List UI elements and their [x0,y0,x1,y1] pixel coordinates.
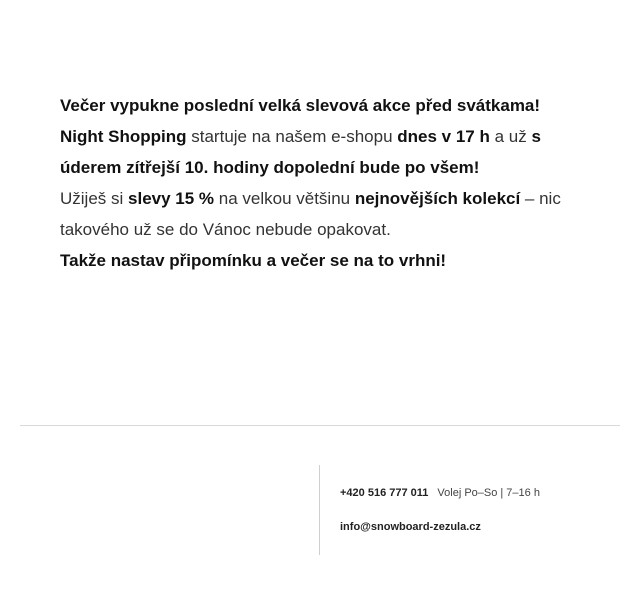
footer-divider [319,465,320,555]
collections: nejnovějších kolekcí [354,189,521,208]
discount-paragraph [60,183,600,245]
end-time: s úderem zítřejší 10. hodiny dopolední bude po všem! [60,127,541,177]
section-divider [20,425,620,426]
discount-text-1: Užiješ si [60,189,129,208]
event-text-1: startuje na našem e-shopu [186,127,398,146]
discount-value: slevy 15 % [128,189,215,208]
closing-line: Takže nastav připomínku a večer se na to vrhni! [60,251,447,270]
opening-hours: Volej Po–So | 7–16 h [437,487,540,499]
email-row [340,521,481,533]
email-link[interactable]: info@snowboard-zezula.cz [340,521,481,533]
discount-text-3: – nic takového už se do Vánoc nebude opakovat. [60,189,561,239]
event-text-2: a už [489,127,532,146]
phone-link[interactable]: +420 516 777 011 [340,487,429,499]
phone-row [340,487,540,499]
event-name: Night Shopping [60,127,187,146]
event-paragraph [60,121,600,183]
start-time: dnes v 17 h [397,127,490,146]
discount-text-2: na velkou většinu [214,189,355,208]
headline: Večer vypukne poslední velká slevová akce před svátkama! [60,96,541,115]
promo-message [60,90,600,276]
